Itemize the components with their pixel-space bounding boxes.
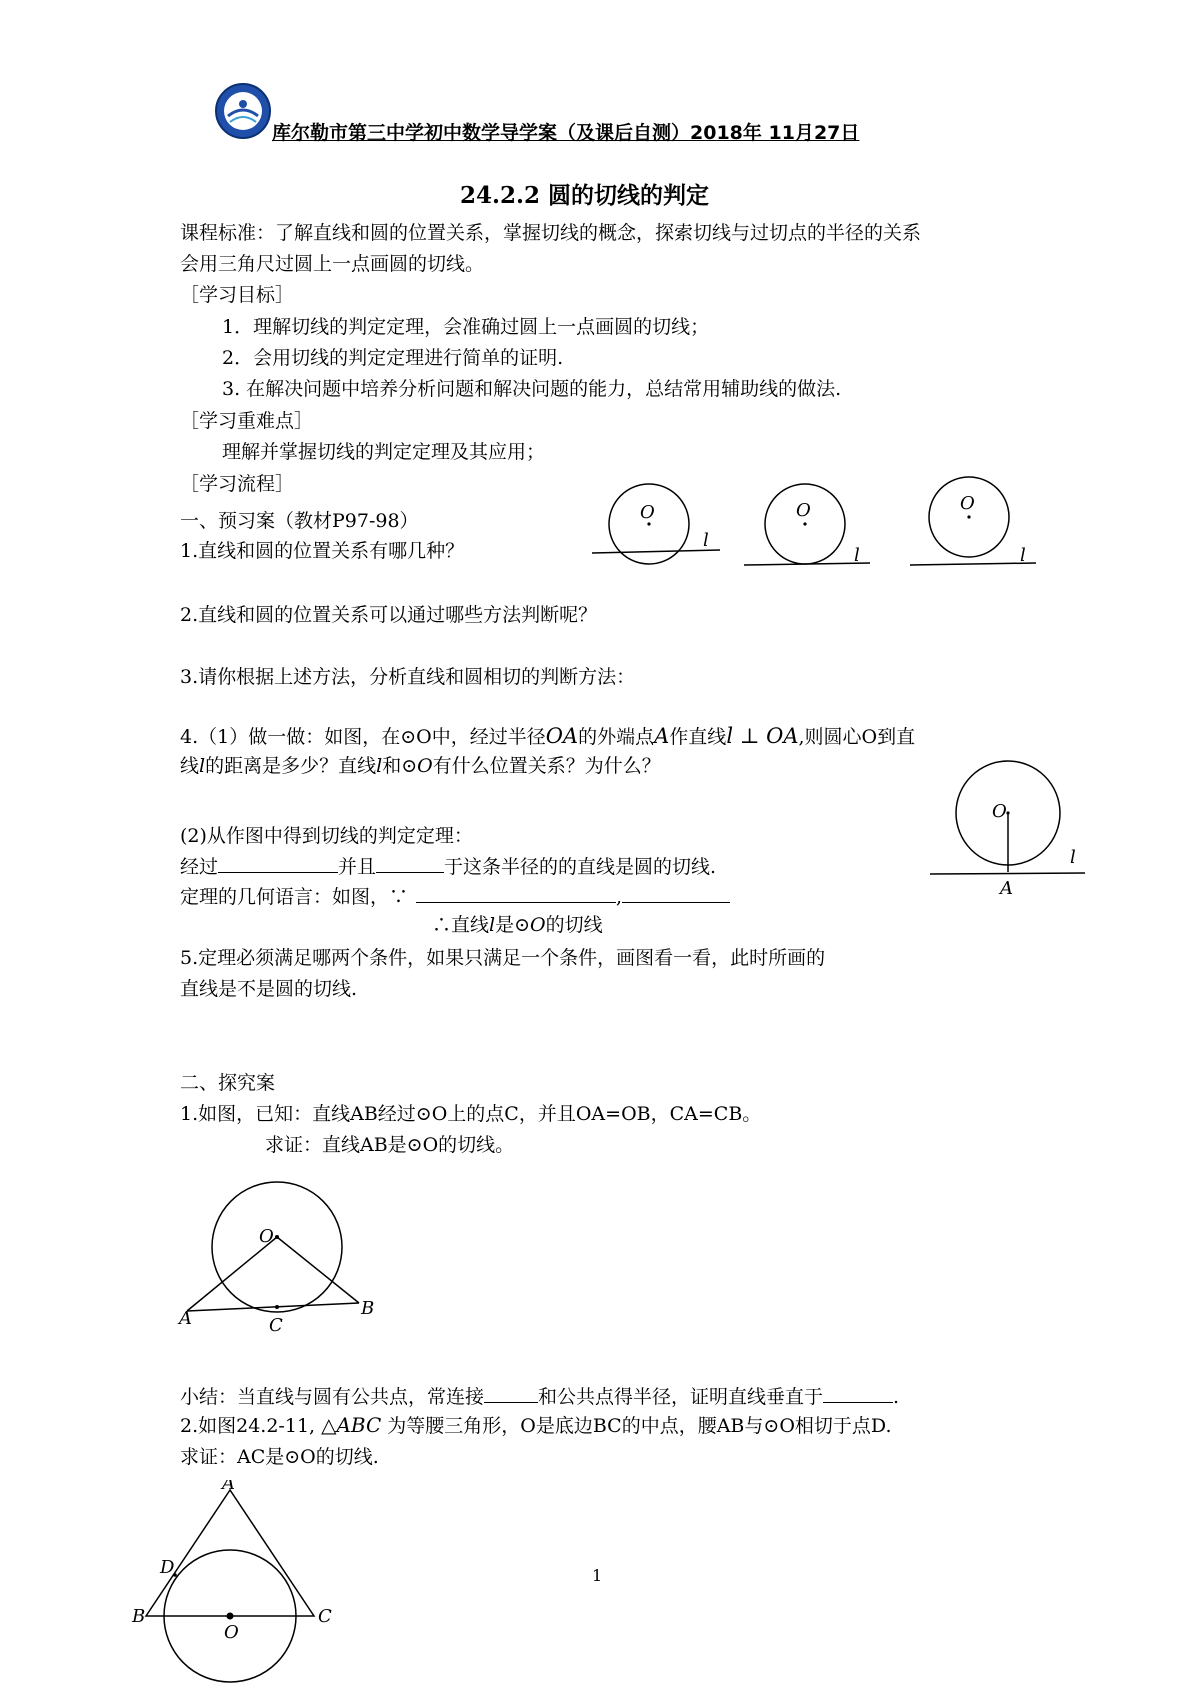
school-header-title: 库尔勒市第三中学初中数学导学案（及课后自测）2018年 11月27日 bbox=[272, 122, 860, 144]
therefore-text-b: 是⊙ bbox=[495, 914, 531, 936]
objective-item: 2．会用切线的判定定理进行简单的证明. bbox=[222, 347, 564, 369]
theorem-text-b: 并且 bbox=[338, 856, 377, 878]
preview-question-4-line-2 bbox=[180, 755, 661, 777]
q4-text-a: 4.（1）做一做：如图，在⊙O中，经过半径 bbox=[180, 726, 546, 748]
answer-blank[interactable] bbox=[376, 854, 444, 873]
summary-text-b: 和公共点得半径，证明直线垂直于 bbox=[538, 1386, 824, 1408]
figure-tangent-at-A bbox=[920, 760, 1090, 900]
figure-problem-1 bbox=[175, 1180, 385, 1340]
explore-problem-1-line-2: 求证：直线AB是⊙O的切线。 bbox=[265, 1134, 515, 1156]
q4-l-perp-oa: l ⊥ OA bbox=[726, 724, 799, 748]
preview-question-5-line-2: 直线是不是圆的切线. bbox=[180, 978, 358, 1000]
geometry-language bbox=[180, 884, 730, 908]
theorem-fill-in bbox=[180, 854, 716, 878]
geo-lang-text: 定理的几何语言：如图，∵ bbox=[180, 886, 409, 908]
preview-question-2: 2.直线和圆的位置关系可以通过哪些方法判断呢？ bbox=[180, 604, 598, 626]
label-C: C bbox=[318, 1606, 332, 1627]
q4-line2-o: O bbox=[417, 755, 433, 777]
problem-2-text-b: 为等腰三角形，O是底边BC的中点，腰AB与⊙O相切于点D. bbox=[387, 1415, 892, 1437]
label-O: O bbox=[640, 502, 655, 523]
q4-a: A bbox=[654, 724, 670, 748]
label-O: O bbox=[960, 493, 975, 514]
answer-blank[interactable] bbox=[622, 884, 730, 903]
explore-problem-2-prove: 求证：AC是⊙O的切线. bbox=[180, 1446, 379, 1468]
label-O: O bbox=[796, 500, 811, 521]
standard-line-1: 课程标准：了解直线和圆的位置关系，掌握切线的概念，探索切线与过切点的半径的关系 bbox=[180, 222, 922, 244]
explore-problem-2 bbox=[180, 1414, 892, 1437]
therefore-text-c: 的切线 bbox=[545, 914, 603, 936]
label-O: O bbox=[992, 801, 1007, 822]
line-tangent bbox=[744, 563, 870, 565]
label-A: A bbox=[179, 1308, 192, 1329]
q4-oa: OA bbox=[545, 724, 579, 748]
objectives-heading: ［学习目标］ bbox=[180, 284, 295, 306]
answer-blank[interactable] bbox=[218, 854, 338, 873]
label-O: O bbox=[259, 1226, 274, 1247]
theorem-text-c: 于这条半径的的直线是圆的切线. bbox=[444, 856, 717, 878]
figure-line-circle-positions bbox=[580, 475, 1050, 575]
problem-2-text-a: 2.如图24.2-11, bbox=[180, 1415, 316, 1437]
lesson-title: 24.2.2 圆的切线的判定 bbox=[460, 182, 710, 209]
label-l: l bbox=[1020, 545, 1026, 566]
standard-line-2: 会用三角尺过圆上一点画圆的切线。 bbox=[180, 253, 485, 275]
answer-blank[interactable] bbox=[823, 1384, 893, 1403]
theorem-text-a: 经过 bbox=[180, 856, 219, 878]
q4-line2-l: l bbox=[199, 755, 206, 777]
key-points-heading: ［学习重难点］ bbox=[180, 410, 314, 432]
q4-text-c: 作直线 bbox=[669, 726, 727, 748]
figure-problem-2 bbox=[128, 1480, 348, 1684]
answer-blank[interactable] bbox=[484, 1384, 538, 1403]
q4-line2-b: 的距离是多少？直线 bbox=[205, 755, 377, 777]
label-A: A bbox=[222, 1480, 235, 1494]
label-B: B bbox=[361, 1298, 375, 1319]
label-l: l bbox=[854, 545, 860, 566]
preview-question-4-line-1 bbox=[180, 725, 915, 748]
preview-question-4-2: (2)从作图中得到切线的判定定理： bbox=[180, 825, 473, 847]
school-logo bbox=[214, 82, 272, 140]
objective-item: 3. 在解决问题中培养分析问题和解决问题的能力，总结常用辅助线的做法. bbox=[222, 378, 842, 400]
q4-line2-l2: l bbox=[376, 755, 383, 777]
explore-problem-1-line-1: 1.如图，已知：直线AB经过⊙O上的点C，并且OA=OB，CA=CB。 bbox=[180, 1103, 762, 1125]
therefore-line bbox=[432, 914, 603, 936]
key-points-text: 理解并掌握切线的判定定理及其应用； bbox=[222, 441, 546, 463]
answer-blank[interactable] bbox=[416, 884, 616, 903]
process-heading: ［学习流程］ bbox=[180, 473, 295, 495]
line-secant bbox=[592, 550, 720, 553]
q4-line2-c: 和⊙ bbox=[382, 755, 418, 777]
q4-line2-a: 线 bbox=[180, 755, 200, 777]
page-number: 1 bbox=[592, 1566, 603, 1585]
therefore-l: l bbox=[489, 914, 496, 936]
preview-question-3: 3.请你根据上述方法，分析直线和圆相切的判断方法： bbox=[180, 666, 636, 688]
q4-text-b: 的外端点 bbox=[578, 726, 655, 748]
label-l: l bbox=[703, 530, 709, 551]
therefore-text-a: ∴直线 bbox=[432, 914, 490, 936]
summary-line bbox=[180, 1384, 899, 1408]
preview-question-5-line-1: 5.定理必须满足哪两个条件，如果只满足一个条件，画图看一看，此时所画的 bbox=[180, 947, 826, 969]
label-D: D bbox=[160, 1557, 175, 1578]
summary-text-a: 小结：当直线与圆有公共点，常连接 bbox=[180, 1386, 485, 1408]
explore-heading: 二、探究案 bbox=[180, 1072, 276, 1094]
q4-line2-d: 有什么位置关系？为什么？ bbox=[432, 755, 661, 777]
line-separate bbox=[910, 563, 1036, 565]
geo-lang-comma: , bbox=[616, 886, 623, 908]
label-l: l bbox=[1070, 847, 1076, 868]
label-O: O bbox=[224, 1622, 239, 1643]
preview-question-1: 1.直线和圆的位置关系有哪几种？ bbox=[180, 540, 465, 562]
label-A: A bbox=[1000, 878, 1013, 899]
label-C: C bbox=[269, 1315, 283, 1336]
preview-heading: 一、预习案（教材P97-98） bbox=[180, 510, 419, 532]
therefore-o: O bbox=[530, 914, 546, 936]
objective-item: 1．理解切线的判定定理，会准确过圆上一点画圆的切线； bbox=[222, 316, 710, 338]
problem-2-triangle: △ABC bbox=[321, 1413, 382, 1437]
q4-text-d: ,则圆心O到直 bbox=[798, 726, 916, 748]
label-B: B bbox=[132, 1606, 146, 1627]
summary-text-c: . bbox=[893, 1386, 900, 1408]
